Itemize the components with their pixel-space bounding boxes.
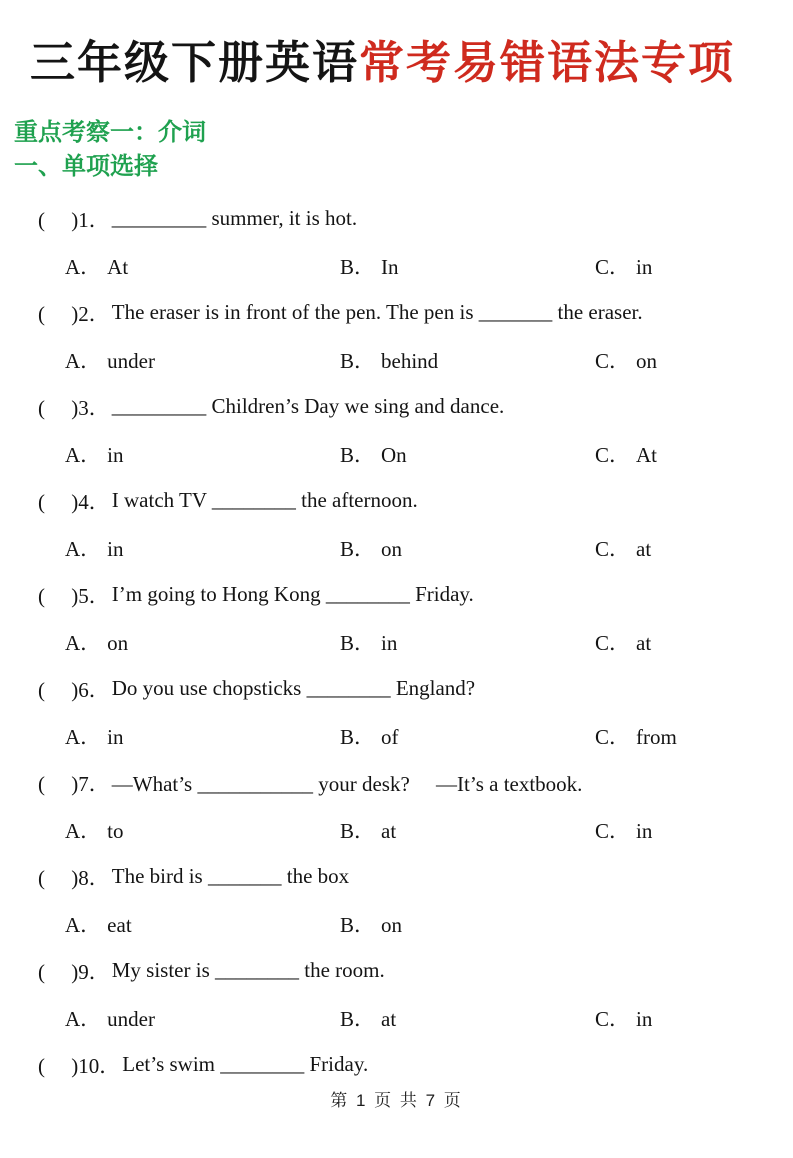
option-label: B． — [340, 536, 376, 561]
option-label: C． — [595, 818, 631, 843]
option-text: on — [381, 912, 403, 937]
options-row — [0, 524, 793, 571]
option-text: eat — [107, 912, 132, 937]
question-number: 1． — [78, 207, 110, 232]
option-text: At — [107, 254, 129, 279]
option-text: at — [381, 1006, 397, 1031]
question-4 — [0, 477, 793, 571]
question-number: 3． — [78, 395, 110, 420]
option-label: B． — [340, 348, 376, 373]
question-text-row — [0, 759, 793, 806]
question-text: _________ Children’s Day we sing and dance. — [111, 394, 505, 418]
option-label: B． — [340, 1006, 376, 1031]
question-text-row — [0, 383, 793, 430]
option-text: on — [636, 348, 658, 373]
answer-bracket: ( ) — [38, 301, 79, 326]
option-label: B． — [340, 254, 376, 279]
option-a — [65, 345, 155, 375]
question-5 — [0, 571, 793, 665]
question-text-row — [0, 665, 793, 712]
option-label: A． — [65, 348, 102, 373]
option-label: B． — [340, 630, 376, 655]
option-label: A． — [65, 630, 102, 655]
option-a — [65, 815, 124, 845]
option-text: in — [107, 724, 124, 749]
option-label: C． — [595, 442, 631, 467]
option-c — [595, 533, 651, 563]
option-label: A． — [65, 724, 102, 749]
question-text-row — [0, 571, 793, 618]
question-10 — [0, 1041, 793, 1088]
option-label: B． — [340, 442, 376, 467]
question-9 — [0, 947, 793, 1041]
option-label: A． — [65, 818, 102, 843]
option-text: in — [636, 818, 653, 843]
option-c — [595, 345, 657, 375]
option-text: in — [636, 254, 653, 279]
question-number: 10． — [78, 1053, 121, 1078]
answer-bracket: ( ) — [38, 583, 79, 608]
question-number: 5． — [78, 583, 110, 608]
option-b — [340, 909, 402, 939]
option-text: under — [107, 348, 155, 373]
question-number: 9． — [78, 959, 110, 984]
question-7 — [0, 759, 793, 853]
option-c — [595, 1003, 652, 1033]
answer-bracket: ( ) — [38, 771, 79, 796]
option-b — [340, 721, 399, 751]
options-row — [0, 618, 793, 665]
option-text: at — [636, 536, 652, 561]
question-text: _________ summer, it is hot. — [111, 206, 358, 230]
answer-bracket: ( ) — [38, 677, 79, 702]
option-label: B． — [340, 912, 376, 937]
option-text: in — [107, 442, 124, 467]
answer-bracket: ( ) — [38, 865, 79, 890]
options-row — [0, 336, 793, 383]
answer-bracket: ( ) — [38, 489, 79, 514]
option-a — [65, 251, 128, 281]
option-label: C． — [595, 254, 631, 279]
option-c — [595, 439, 657, 469]
answer-bracket: ( ) — [38, 1053, 79, 1078]
question-3 — [0, 383, 793, 477]
option-label: A． — [65, 1006, 102, 1031]
page-footer: 第 1 页 共 7 页 — [330, 1091, 463, 1110]
option-label: C． — [595, 536, 631, 561]
options-row — [0, 994, 793, 1041]
option-c — [595, 627, 651, 657]
option-a — [65, 909, 132, 939]
option-b — [340, 345, 438, 375]
question-number: 6． — [78, 677, 110, 702]
question-text: —What’s ___________ your desk? —It’s a textbook. — [111, 771, 583, 796]
option-text: under — [107, 1006, 155, 1031]
answer-bracket: ( ) — [38, 395, 79, 420]
option-b — [340, 815, 396, 845]
option-text: in — [381, 630, 398, 655]
question-number: 4． — [78, 489, 110, 514]
option-text: in — [636, 1006, 653, 1031]
question-text: I watch TV ________ the afternoon. — [111, 488, 418, 512]
option-text: On — [381, 442, 407, 467]
question-text-row — [0, 947, 793, 994]
option-label: A． — [65, 254, 102, 279]
option-b — [340, 439, 407, 469]
page-title — [30, 36, 793, 90]
option-text: behind — [381, 348, 439, 373]
question-text-row — [0, 289, 793, 336]
options-row — [0, 900, 793, 947]
option-label: A． — [65, 912, 102, 937]
option-c — [595, 815, 652, 845]
question-1 — [0, 195, 793, 289]
option-text: at — [636, 630, 652, 655]
option-b — [340, 251, 399, 281]
option-label: A． — [65, 536, 102, 561]
option-label: C． — [595, 1006, 631, 1031]
option-label: C． — [595, 630, 631, 655]
question-text-row — [0, 477, 793, 524]
option-c — [595, 721, 677, 751]
answer-bracket: ( ) — [38, 207, 79, 232]
question-text: Let’s swim ________ Friday. — [122, 1052, 369, 1076]
option-label: C． — [595, 724, 631, 749]
option-text: on — [381, 536, 403, 561]
question-text: The bird is _______ the box — [111, 864, 350, 888]
question-text: The eraser is in front of the pen. The pen is _______ the eraser. — [111, 300, 643, 324]
option-label: B． — [340, 818, 376, 843]
option-text: to — [107, 818, 124, 843]
option-text: on — [107, 630, 129, 655]
question-text-row — [0, 1041, 793, 1088]
option-a — [65, 1003, 155, 1033]
question-text: Do you use chopsticks ________ England? — [111, 676, 476, 700]
question-6 — [0, 665, 793, 759]
option-text: at — [381, 818, 397, 843]
section-heading: 重点考察一：介词 — [14, 119, 206, 146]
options-row — [0, 242, 793, 289]
option-a — [65, 627, 128, 657]
question-text: I’m going to Hong Kong ________ Friday. — [111, 582, 474, 606]
question-8 — [0, 853, 793, 947]
options-row — [0, 430, 793, 477]
options-row — [0, 806, 793, 853]
option-text: from — [636, 724, 677, 749]
option-text: in — [107, 536, 124, 561]
options-row — [0, 712, 793, 759]
option-a — [65, 533, 124, 563]
question-list — [0, 195, 793, 1088]
option-a — [65, 439, 124, 469]
option-text: At — [636, 442, 658, 467]
option-a — [65, 721, 124, 751]
option-text: of — [381, 724, 399, 749]
option-label: C． — [595, 348, 631, 373]
answer-bracket: ( ) — [38, 959, 79, 984]
option-b — [340, 627, 397, 657]
question-text-row — [0, 853, 793, 900]
question-text: My sister is ________ the room. — [111, 958, 385, 982]
option-text: In — [381, 254, 399, 279]
option-b — [340, 1003, 396, 1033]
option-c — [595, 251, 652, 281]
question-text-row — [0, 195, 793, 242]
subsection-heading: 一、单项选择 — [14, 153, 158, 180]
option-label: A． — [65, 442, 102, 467]
question-number: 2． — [78, 301, 110, 326]
option-b — [340, 533, 402, 563]
page-title-red: 常考易错语法专项 — [359, 38, 736, 88]
question-number: 7． — [78, 771, 110, 796]
option-label: B． — [340, 724, 376, 749]
page-title-black: 三年级下册英语 — [30, 38, 360, 88]
question-2 — [0, 289, 793, 383]
question-number: 8． — [78, 865, 110, 890]
